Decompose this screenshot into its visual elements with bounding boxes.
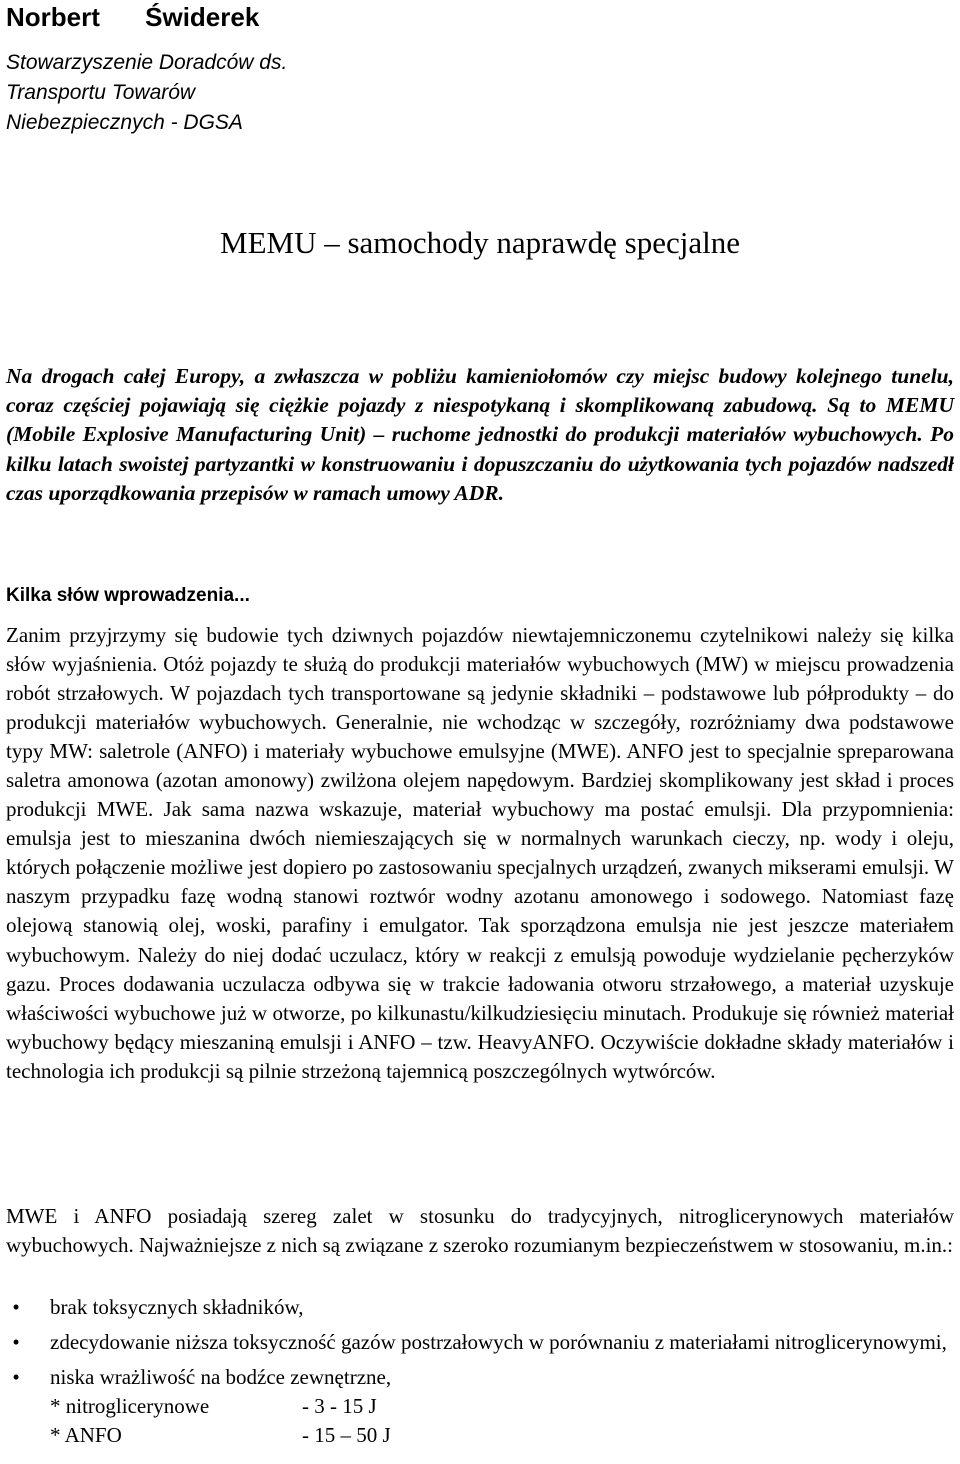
author-last-name: Świderek: [145, 2, 260, 32]
sensitivity-material: * nitroglicerynowe: [50, 1394, 210, 1419]
table-row: [50, 1421, 391, 1450]
bullet-icon: •: [12, 1365, 20, 1390]
section-heading: Kilka słów wprowadzenia...: [6, 585, 250, 606]
lead-paragraph: Na drogach całej Europy, a zwłaszcza w pobliżu kamieniołomów czy miejsc budowy kolejnego tunelu, coraz częściej pojawiają się ciężkie pojazdy z niespotykaną i skomplikowaną zabudową. Są to MEMU (Mobile Explosive Manufacturing Unit) – ruchome jednostki do produkcji materiałów wybuchowych. Po kilku latach swoistej partyzantki w konstruowaniu i dopuszczaniu do użytkowania tych pojazdów nadszedł czas uporządkowania przepisów w ramach umowy ADR.: [6, 364, 954, 505]
table-row: [50, 1392, 391, 1421]
list-item-text: zdecydowanie niższa toksyczność gazów postrzałowych w porównaniu z materiałami nitroglicerynowymi,: [50, 1330, 947, 1355]
sensitivity-material: * ANFO: [50, 1423, 122, 1448]
advantages-list: [6, 1293, 954, 1450]
sensitivity-value: - 15 – 50 J: [302, 1423, 391, 1448]
sensitivity-value: - 3 - 15 J: [302, 1394, 377, 1419]
intro-paragraph: Zanim przyjrzymy się budowie tych dziwnych pojazdów niewtajemniczonemu czytelnikowi należy się kilka słów wyjaśnienia. Otóż pojazdy te służą do produkcji materiałów wybuchowych (MW) w miejscu prowadzenia robót strzałowych. W pojazdach tych transportowane są jedynie składniki – podstawowe lub półprodukty – do produkcji materiałów wybuchowych. Generalnie, nie wchodząc w szczegóły, rozróżniamy dwa podstawowe typy MW: saletrole (ANFO) i materiały wybuchowe emulsyjne (MWE). ANFO jest to specjalnie spreparowana saletra amonowa (azotan amonowy) zwilżona olejem napędowym. Bardziej skomplikowany jest skład i proces produkcji MWE. Jak sama nazwa wskazuje, materiał wybuchowy ma postać emulsji. Dla przypomnienia: emulsja jest to mieszanina dwóch niemieszających się w normalnych warunkach cieczy, np. wody i oleju, których połączenie możliwe jest dopiero po zastosowaniu specjalnych urządzeń, zwanych mikserami emulsji. W naszym przypadku fazę wodną stanowi roztwór wodny azotanu amonowego i sodowego. Natomiast fazę olejową stanowią olej, woski, parafiny i emulgator. Tak sporządzona emulsja nie jest jeszcze materiałem wybuchowym. Należy do niej dodać uczulacz, który w reakcji z emulsją powoduje wydzielanie pęcherzyków gazu. Proces dodawania uczulacza odbywa się w trakcie ładowania otworu strzałowego, a materiał uzyskuje właściwości wybuchowe już w otworze, po kilkunastu/kilkudziesięciu minutach. Produkuje się również materiał wybuchowy będący mieszaniną emulsji i ANFO – tzw. HeavyANFO. Oczywiście dokładne składy materiałów i technologia ich produkcji są pilnie strzeżoną tajemnicą poszczególnych wytwórców.: [6, 623, 954, 1083]
sensitivity-table: [50, 1392, 391, 1450]
list-item-text: niska wrażliwość na bodźce zewnętrzne,: [50, 1365, 392, 1390]
list-item-text: brak toksycznych składników,: [50, 1295, 304, 1319]
author-first-name: Norbert: [6, 2, 100, 32]
bullet-icon: •: [12, 1295, 20, 1319]
list-item: [6, 1328, 954, 1357]
advantages-intro-paragraph: MWE i ANFO posiadają szereg zalet w stosunku do tradycyjnych, nitroglicerynowych materiałów wybuchowych. Najważniejsze z nich są związane z szeroko rozumianym bezpieczeństwem w stosowaniu, m.in.:: [6, 1204, 954, 1258]
article-title: MEMU – samochody naprawdę specjalne: [220, 225, 740, 260]
author-name: [6, 0, 259, 34]
list-item: [6, 1363, 954, 1450]
list-item: [6, 1293, 954, 1322]
bullet-icon: •: [12, 1330, 20, 1355]
author-affiliation: Stowarzyszenie Doradców ds. Transportu Towarów Niebezpiecznych - DGSA: [6, 51, 288, 134]
